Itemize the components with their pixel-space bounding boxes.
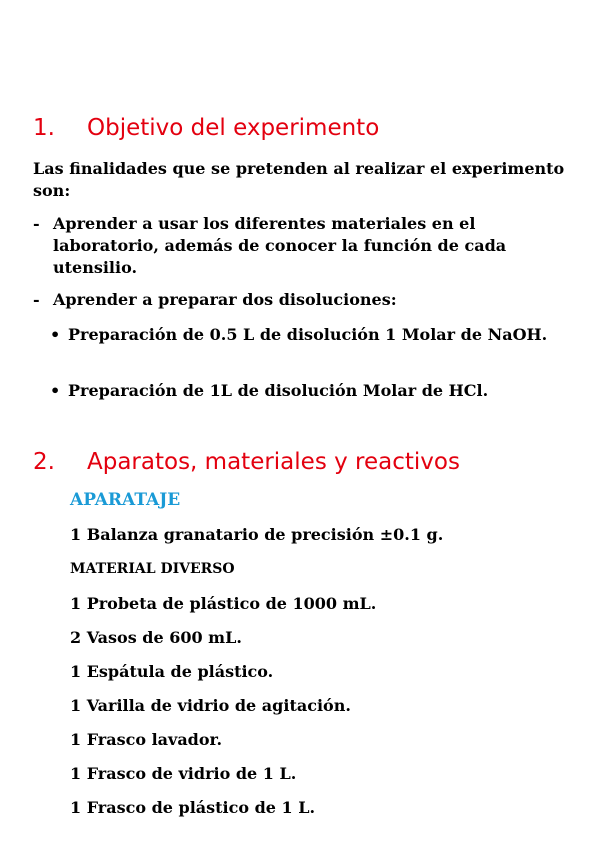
section-2-heading (33, 449, 460, 475)
objective-item (33, 213, 573, 279)
material-item: 1 Varilla de vidrio de agitación. (70, 696, 351, 715)
solution-item (50, 380, 550, 402)
section-1-heading (33, 115, 379, 141)
section-2-title: Aparatos, materiales y reactivos (87, 449, 460, 475)
solution-item-text: Preparación de 0.5 L de disolución 1 Molar de NaOH. (68, 325, 548, 344)
material-item: 1 Frasco de plástico de 1 L. (70, 798, 316, 817)
bullet-icon: • (50, 381, 61, 400)
objective-item-text: Aprender a usar los diferentes materiales en el laboratorio, además de conocer la función de cada utensilio. (53, 214, 507, 277)
solution-item (50, 324, 550, 346)
dash-marker: - (33, 214, 40, 233)
material-item: 1 Frasco lavador. (70, 730, 223, 749)
material-item: 1 Espátula de plástico. (70, 662, 274, 681)
aparataje-heading: APARATAJE (70, 490, 181, 510)
objective-item (33, 289, 573, 311)
solution-item-text: Preparación de 1L de disolución Molar de HCl. (68, 381, 489, 400)
material-heading: MATERIAL DIVERSO (70, 561, 235, 577)
aparataje-item: 1 Balanza granatario de precisión ±0.1 g. (70, 525, 444, 544)
material-item: 1 Probeta de plástico de 1000 mL. (70, 594, 377, 613)
material-item: 1 Frasco de vidrio de 1 L. (70, 764, 297, 783)
material-item: 2 Vasos de 600 mL. (70, 628, 242, 647)
section-1-title: Objetivo del experimento (87, 115, 380, 141)
section-1-number: 1. (33, 115, 55, 141)
objective-item-text: Aprender a preparar dos disoluciones: (53, 290, 397, 309)
dash-marker: - (33, 290, 40, 309)
bullet-icon: • (50, 325, 61, 344)
section-1-intro: Las finalidades que se pretenden al realizar el experimento son: (33, 159, 565, 200)
section-2-number: 2. (33, 449, 55, 475)
